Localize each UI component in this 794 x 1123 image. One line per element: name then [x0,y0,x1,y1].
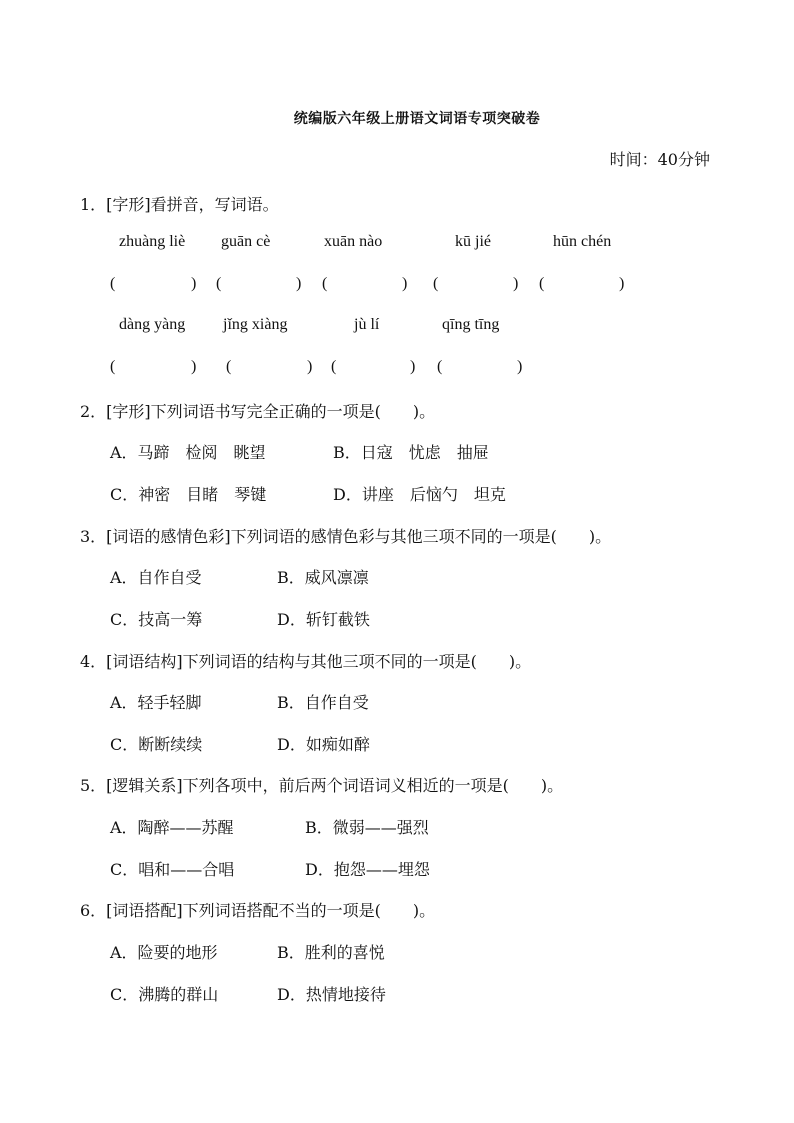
option-d: D．如痴如醉 [277,735,370,754]
page-title: 统编版六年级上册语文词语专项突破卷 [293,111,541,127]
option-b: B．微弱——强烈 [305,818,429,837]
pinyin-item: jǐng xiàng [223,316,288,333]
answer-blank-close: ) [402,275,408,292]
option-a: A．陶醉——苏醒 [110,818,234,837]
option-a: A．险要的地形 [110,943,218,962]
option-b: B．威风凛凛 [277,568,369,587]
option-b: B．胜利的喜悦 [277,943,385,962]
answer-blank-close: ) [296,275,302,292]
question-4-stem: 4．[词语结构]下列词语的结构与其他三项不同的一项是( )。 [80,652,532,671]
option-d: D．抱怨——埋怨 [305,860,430,879]
answer-blank-open: ( [216,275,222,292]
question-6-stem: 6．[词语搭配]下列词语搭配不当的一项是( )。 [80,901,436,920]
question-2-stem: 2．[字形]下列词语书写完全正确的一项是( )。 [80,402,436,421]
option-a: A．轻手轻脚 [110,693,202,712]
answer-blank-open: ( [322,275,328,292]
answer-blank-close: ) [307,358,313,375]
option-c: C．技高一筹 [110,610,203,629]
pinyin-item: kū jié [455,233,491,250]
option-a: A．自作自受 [110,568,202,587]
option-d: D．热情地接待 [277,985,386,1004]
answer-blank-open: ( [226,358,232,375]
option-d: D．斩钉截铁 [277,610,370,629]
answer-blank-open: ( [110,358,116,375]
pinyin-item: qīng tīng [442,316,500,333]
pinyin-item: jù lí [354,316,380,333]
pinyin-item: guān cè [221,233,271,250]
answer-blank-close: ) [517,358,523,375]
pinyin-item: dàng yàng [119,316,186,333]
answer-blank-open: ( [437,358,443,375]
answer-blank-open: ( [110,275,116,292]
question-5-stem: 5．[逻辑关系]下列各项中，前后两个词语词义相近的一项是( )。 [80,776,564,795]
answer-blank-close: ) [619,275,625,292]
option-c: C．神密 目睹 琴键 [110,485,267,504]
option-a: A．马蹄 检阅 眺望 [110,443,266,462]
pinyin-item: zhuàng liè [119,233,186,250]
question-1-stem: 1．[字形]看拼音，写词语。 [80,195,279,214]
option-c: C．唱和——合唱 [110,860,235,879]
answer-blank-open: ( [539,275,545,292]
answer-blank-close: ) [410,358,416,375]
answer-blank-open: ( [331,358,337,375]
answer-blank-open: ( [433,275,439,292]
time-limit: 时间：40分钟 [609,150,710,169]
question-3-stem: 3．[词语的感情色彩]下列词语的感情色彩与其他三项不同的一项是( )。 [80,527,612,546]
option-b: B．日寇 忧虑 抽屉 [333,443,489,462]
option-c: C．断断续续 [110,735,203,754]
answer-blank-close: ) [513,275,519,292]
answer-blank-close: ) [191,275,197,292]
pinyin-item: xuān nào [324,233,383,250]
option-d: D．讲座 后恼勺 坦克 [333,485,506,504]
option-c: C．沸腾的群山 [110,985,219,1004]
pinyin-item: hūn chén [553,233,612,250]
answer-blank-close: ) [191,358,197,375]
option-b: B．自作自受 [277,693,369,712]
